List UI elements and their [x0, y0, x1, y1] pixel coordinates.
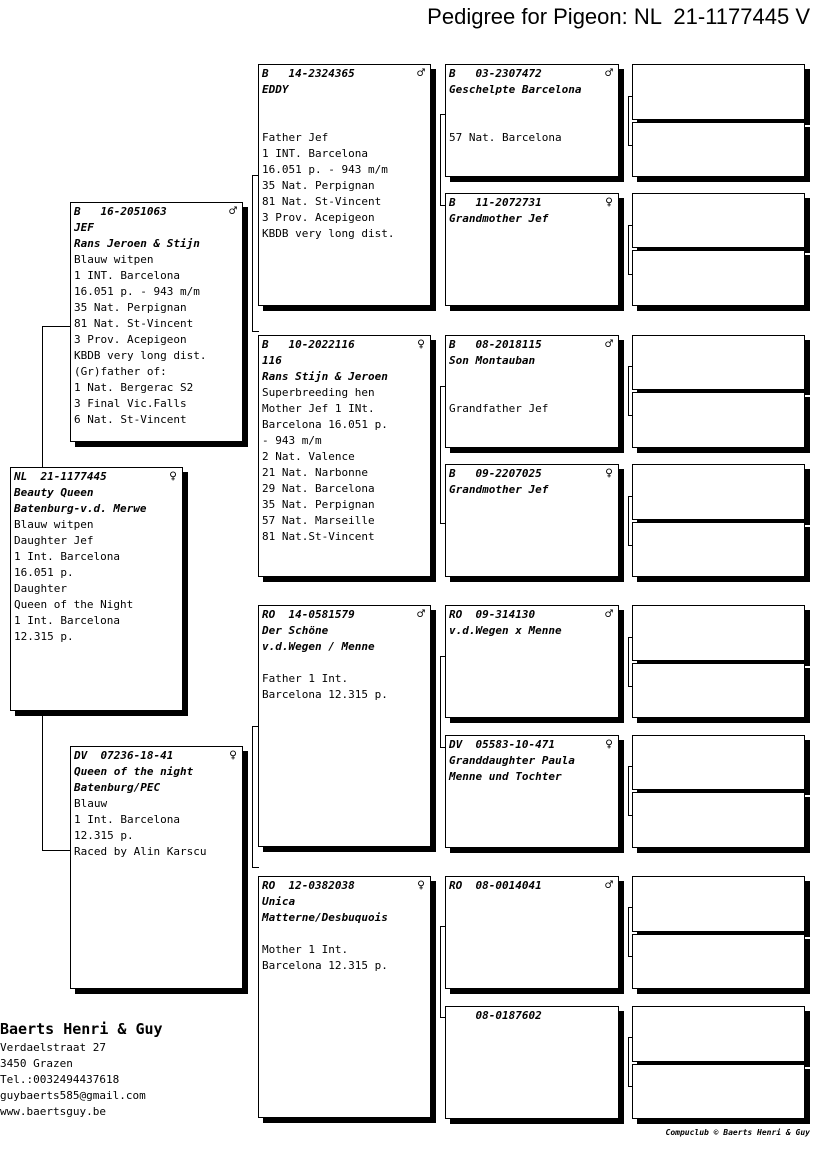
empty-card — [632, 392, 805, 448]
ring-number: B 10-2022116 — [262, 338, 355, 351]
ring-number-row — [262, 337, 427, 353]
pigeon-info-line: Blauw — [74, 797, 108, 810]
pigeon-name: Son Montauban — [449, 354, 536, 367]
pigeon-name: v.d.Wegen x Menne — [449, 624, 562, 637]
male-icon: ♂ — [605, 66, 613, 81]
pigeon-name: JEF — [74, 221, 94, 234]
pigeon-info-line: Batenburg/PEC — [74, 781, 161, 794]
pigeon-info-line: Raced by Alin Karscu — [74, 845, 207, 858]
pigeon-card-mmm[interactable] — [445, 1006, 619, 1119]
pigeon-info-line: 35 Nat. Perpignan — [262, 498, 375, 511]
pigeon-info-line — [262, 98, 427, 114]
pigeon-name: Der Schöne — [262, 624, 329, 637]
pigeon-info-line: 3 Final Vic.Falls — [74, 397, 187, 410]
breeder-info — [0, 1018, 163, 1120]
ring-number: B 14-2324365 — [262, 67, 355, 80]
empty-card — [632, 522, 805, 577]
empty-card — [632, 464, 805, 520]
ring-number-row — [449, 337, 615, 353]
pigeon-info-line: Barcelona 12.315 p. — [262, 959, 388, 972]
ring-number-row — [449, 195, 615, 211]
breeder-street: Verdaelstraat 27 — [0, 1041, 106, 1054]
pigeon-info-line: 81 Nat.St-Vincent — [262, 530, 375, 543]
ring-number: B 08-2018115 — [449, 338, 542, 351]
empty-card — [632, 1006, 805, 1062]
ring-number-row — [262, 66, 427, 82]
female-icon: ♀ — [229, 748, 237, 763]
pigeon-info-line — [262, 114, 427, 130]
ring-number: RO 12-0382038 — [262, 879, 355, 892]
pigeon-info-line: 1 Nat. Bergerac S2 — [74, 381, 194, 394]
ring-number-row — [14, 469, 179, 485]
breeder-name: Baerts Henri & Guy — [0, 1020, 163, 1038]
ring-number-row — [74, 748, 239, 764]
pigeon-card-fmf[interactable] — [445, 335, 619, 448]
ring-number-row — [449, 466, 615, 482]
pigeon-card-fmm[interactable] — [445, 464, 619, 577]
pigeon-info-line: Father Jef — [262, 131, 329, 144]
female-icon: ♀ — [605, 195, 613, 210]
pigeon-card-mother[interactable] — [70, 746, 243, 989]
female-icon: ♀ — [605, 737, 613, 752]
pigeon-card-fff[interactable] — [445, 64, 619, 177]
pigeon-info-line: 35 Nat. Perpignan — [262, 179, 375, 192]
pigeon-info-line: 3 Prov. Acepigeon — [262, 211, 375, 224]
pigeon-name: 116 — [262, 354, 282, 367]
ring-number: NL 21-1177445 — [14, 470, 107, 483]
pigeon-card-sire-of-father[interactable] — [258, 64, 431, 306]
pigeon-name: Grandmother Jef — [449, 483, 549, 496]
pigeon-info-line: Blauw witpen — [14, 518, 94, 531]
pigeon-name: Beauty Queen — [14, 486, 94, 499]
pigeon-info-line: 57 Nat. Marseille — [262, 514, 375, 527]
pigeon-info-line: Mother 1 Int. — [262, 943, 349, 956]
pigeon-info-line: Barcelona 12.315 p. — [262, 688, 388, 701]
pigeon-info-line: Father 1 Int. — [262, 672, 349, 685]
pigeon-info-line: 21 Nat. Narbonne — [262, 466, 368, 479]
pigeon-card-dam-of-mother[interactable] — [258, 876, 431, 1118]
pigeon-card-ffm[interactable] — [445, 193, 619, 306]
empty-card — [632, 663, 805, 718]
breeder-phone: Tel.:0032494437618 — [0, 1073, 120, 1086]
empty-card — [632, 934, 805, 989]
pigeon-info-line: 1 Int. Barcelona — [14, 550, 120, 563]
breeder-website[interactable]: www.baertsguy.be — [0, 1105, 106, 1118]
pigeon-name: Granddaughter Paula — [449, 754, 575, 767]
empty-card — [632, 792, 805, 848]
pigeon-info-line: Superbreeding hen — [262, 386, 375, 399]
ring-number: B 03-2307472 — [449, 67, 542, 80]
pigeon-info-line: Mother Jef 1 INt. — [262, 402, 375, 415]
pigeon-info-line — [262, 655, 427, 671]
ring-number: B 09-2207025 — [449, 467, 542, 480]
pigeon-info-line — [262, 926, 427, 942]
breeder-email[interactable]: guybaerts585@gmail.com — [0, 1089, 146, 1102]
male-icon: ♂ — [605, 878, 613, 893]
pigeon-info-line: 29 Nat. Barcelona — [262, 482, 375, 495]
page-title: Pedigree for Pigeon: NL 21-1177445 V — [427, 4, 810, 29]
female-icon: ♀ — [417, 878, 425, 893]
pigeon-info-line: 3 Prov. Acepigeon — [74, 333, 187, 346]
empty-card — [632, 64, 805, 120]
ring-number: DV 07236-18-41 — [74, 749, 174, 762]
pigeon-info-line: Matterne/Desbuquois — [262, 911, 388, 924]
pigeon-info-line: Blauw witpen — [74, 253, 154, 266]
pigeon-info-line: (Gr)father of: — [74, 365, 167, 378]
pigeon-info-line: Rans Jeroen & Stijn — [74, 237, 200, 250]
pigeon-info-line: Rans Stijn & Jeroen — [262, 370, 388, 383]
empty-card — [632, 605, 805, 661]
pigeon-info-line — [449, 369, 615, 385]
ring-number: RO 08-0014041 — [449, 879, 542, 892]
pigeon-info-line: 12.315 p. — [14, 630, 74, 643]
pigeon-info-line: 16.051 p. - 943 m/m — [262, 163, 388, 176]
pigeon-info-line: 6 Nat. St-Vincent — [74, 413, 187, 426]
pigeon-info-line: 16.051 p. — [14, 566, 74, 579]
pigeon-info-line: 35 Nat. Perpignan — [74, 301, 187, 314]
pigeon-name: EDDY — [262, 83, 289, 96]
pigeon-info-line: KBDB very long dist. — [74, 349, 207, 362]
ring-number-row — [262, 607, 427, 623]
pigeon-card-father[interactable] — [70, 202, 243, 442]
pigeon-name: Grandmother Jef — [449, 212, 549, 225]
pigeon-info-line: 81 Nat. St-Vincent — [74, 317, 194, 330]
pigeon-card-sire-of-mother[interactable] — [258, 605, 431, 847]
empty-card — [632, 122, 805, 177]
male-icon: ♂ — [229, 204, 237, 219]
ring-number-row — [449, 737, 615, 753]
pigeon-info-line: Queen of the Night — [14, 598, 134, 611]
pigeon-info-line: v.d.Wegen / Menne — [262, 640, 375, 653]
empty-card — [632, 250, 805, 306]
pigeon-card-mmf[interactable] — [445, 876, 619, 989]
male-icon: ♂ — [605, 337, 613, 352]
pigeon-info-line: Barcelona 16.051 p. — [262, 418, 388, 431]
pigeon-info-line: 16.051 p. - 943 m/m — [74, 285, 200, 298]
pigeon-info-line — [449, 98, 615, 114]
pigeon-info-line: Grandfather Jef — [449, 402, 549, 415]
ring-number-row — [449, 878, 615, 894]
empty-card — [632, 193, 805, 248]
pigeon-info-line: 1 INT. Barcelona — [74, 269, 180, 282]
pigeon-info-line: 57 Nat. Barcelona — [449, 131, 562, 144]
pigeon-name: Geschelpte Barcelona — [449, 83, 582, 96]
pigeon-info-line — [449, 114, 615, 130]
female-icon: ♀ — [169, 469, 177, 484]
male-icon: ♂ — [417, 607, 425, 622]
ring-number: B 11-2072731 — [449, 196, 542, 209]
pigeon-info-line: 1 INT. Barcelona — [262, 147, 368, 160]
empty-card — [632, 876, 805, 932]
female-icon: ♀ — [417, 337, 425, 352]
pigeon-info-line: 81 Nat. St-Vincent — [262, 195, 382, 208]
pigeon-card-mfm[interactable] — [445, 735, 619, 848]
pigeon-name: Queen of the night — [74, 765, 194, 778]
pigeon-info-line: 1 Int. Barcelona — [74, 813, 180, 826]
pigeon-name: Unica — [262, 895, 296, 908]
pigeon-info-line: Menne und Tochter — [449, 770, 562, 783]
footer-credit: Compuclub © Baerts Henri & Guy — [665, 1128, 810, 1137]
pigeon-info-line: Daughter — [14, 582, 67, 595]
pigeon-info-line: Daughter Jef — [14, 534, 94, 547]
pigeon-info-line: 1 Int. Barcelona — [14, 614, 120, 627]
ring-number-row — [449, 1008, 615, 1024]
empty-card — [632, 335, 805, 390]
breeder-city: 3450 Grazen — [0, 1057, 73, 1070]
male-icon: ♂ — [417, 66, 425, 81]
ring-number: 08-0187602 — [449, 1009, 542, 1022]
connector — [42, 326, 71, 469]
pigeon-card-dam-of-father[interactable] — [258, 335, 431, 577]
ring-number: RO 09-314130 — [449, 608, 536, 621]
pigeon-info-line: 12.315 p. — [74, 829, 134, 842]
ring-number-row — [74, 204, 239, 220]
female-icon: ♀ — [605, 466, 613, 481]
ring-number-row — [262, 878, 427, 894]
ring-number-row — [449, 66, 615, 82]
empty-card — [632, 1064, 805, 1119]
empty-card — [632, 735, 805, 790]
pigeon-card-subject[interactable] — [10, 467, 183, 711]
ring-number: DV 05583-10-471 — [449, 738, 555, 751]
male-icon: ♂ — [605, 607, 613, 622]
pigeon-info-line: 2 Nat. Valence — [262, 450, 355, 463]
ring-number: B 16-2051063 — [74, 205, 167, 218]
ring-number-row — [449, 607, 615, 623]
pigeon-info-line — [449, 385, 615, 401]
pigeon-card-mff[interactable] — [445, 605, 619, 718]
connector — [42, 712, 71, 851]
pigeon-info-line: - 943 m/m — [262, 434, 322, 447]
pigeon-info-line: Batenburg-v.d. Merwe — [14, 502, 147, 515]
pigeon-info-line: KBDB very long dist. — [262, 227, 395, 240]
ring-number: RO 14-0581579 — [262, 608, 355, 621]
